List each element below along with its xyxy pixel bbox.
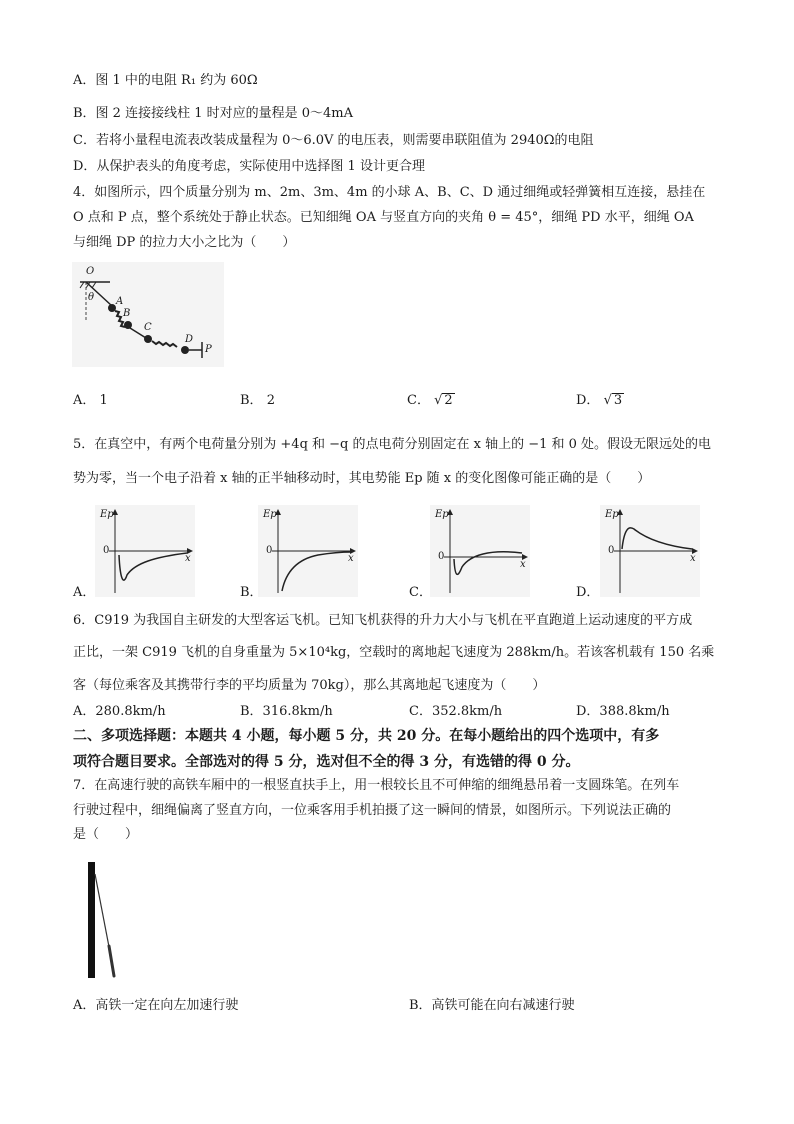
label-theta: θ — [88, 292, 95, 303]
sqrt-radicand: 3 — [613, 393, 623, 408]
axis-label-x: x — [185, 553, 191, 564]
origin-label: 0 — [266, 545, 273, 556]
origin-label: 0 — [103, 545, 110, 556]
axis-label-ep: Ep — [605, 509, 619, 520]
q7-stem-line1: 7．在高速行驶的高铁车厢中的一根竖直扶手上，用一根较长且不可伸缩的细绳悬吊着一支圆珠笔。在列车 — [73, 778, 680, 793]
label-b: B — [123, 308, 131, 319]
q5-option-c: C． — [409, 585, 432, 600]
ball-a — [108, 304, 116, 312]
axis-label-x: x — [690, 553, 696, 564]
q5-stem-line1: 5．在真空中，有两个电荷量分别为 +4q 和 −q 的点电荷分别固定在 x 轴上的 −1 和 0 处。假设无限远处的电 — [73, 437, 712, 452]
ball-c — [144, 335, 152, 343]
label-a: A — [116, 296, 124, 307]
origin-label: 0 — [608, 545, 615, 556]
q4-figure — [72, 262, 224, 367]
q6-option-d: D．388.8km/h — [576, 704, 670, 719]
label-c: C — [144, 322, 152, 333]
string — [95, 874, 110, 952]
q4-option-d: D． √ 3 — [576, 393, 623, 408]
q6-option-c: C．352.8km/h — [409, 704, 503, 719]
axis-label-x: x — [520, 559, 526, 570]
q5-graph-d — [600, 505, 700, 597]
q5-option-b: B． — [240, 585, 263, 600]
label-o: O — [86, 266, 95, 277]
q4-stem-line1: 4．如图所示，四个质量分别为 m、2m、3m、4m 的小球 A、B、C、D 通过细绳或轻弹簧相互连接，悬挂在 — [73, 185, 706, 200]
origin-label: 0 — [438, 551, 445, 562]
label-d: D — [185, 334, 194, 345]
q7-option-a: A．高铁一定在向左加速行驶 — [73, 998, 239, 1013]
q6-stem-line1: 6．C919 为我国自主研发的大型客运飞机。已知飞机获得的升力大小与飞机在平直跑道上运动速度的平方成 — [73, 613, 693, 628]
q3-option-d: D．从保护表头的角度考虑，实际使用中选择图 1 设计更合理 — [73, 159, 425, 174]
q3-option-a: A．图 1 中的电阻 R₁ 约为 60Ω — [73, 73, 258, 88]
q5-stem-line2: 势为零，当一个电子沿着 x 轴的正半轴移动时，其电势能 Ep 随 x 的变化图像可能正确的是（ ） — [73, 471, 651, 486]
q3-option-b: B．图 2 连接接线柱 1 时对应的量程是 0～4mA — [73, 106, 354, 121]
q7-stem-line3: 是（ ） — [73, 827, 139, 842]
q4-stem-line3: 与细绳 DP 的拉力大小之比为（ ） — [73, 235, 296, 250]
q4-stem-line2: O 点和 P 点，整个系统处于静止状态。已知细绳 OA 与竖直方向的夹角 θ = 45°，细绳 PD 水平，细绳 OA — [73, 210, 694, 225]
q6-option-a: A．280.8km/h — [73, 704, 166, 719]
handrail — [88, 862, 95, 978]
q4-option-a: A． 1 — [73, 393, 108, 408]
q5-option-a: A． — [73, 585, 96, 600]
axis-label-ep: Ep — [263, 509, 277, 520]
curve-a — [119, 553, 187, 580]
q6-option-b: B．316.8km/h — [240, 704, 333, 719]
q7-option-b: B．高铁可能在向右减速行驶 — [409, 998, 575, 1013]
q5-graph-c — [430, 505, 530, 597]
ball-d — [181, 346, 189, 354]
sqrt-radicand: 2 — [444, 393, 453, 408]
curve-b — [282, 552, 352, 591]
curve-c — [454, 552, 522, 575]
axis-label-ep: Ep — [100, 509, 114, 520]
q6-stem-line2: 正比，一架 C919 飞机的自身重量为 5×10⁴kg，空载时的离地起飞速度为 288km/h。若该客机载有 150 名乘 — [73, 645, 715, 660]
ceiling-hatch — [80, 282, 84, 288]
section2-heading-line1: 二、多项选择题：本题共 4 小题，每小题 5 分，共 20 分。在每小题给出的四个选项中，有多 — [73, 728, 660, 744]
pen — [109, 946, 114, 976]
q7-photo — [82, 860, 122, 980]
axis-label-ep: Ep — [435, 509, 449, 520]
q4-figure-svg — [72, 262, 224, 367]
q5-graph-a — [95, 505, 195, 597]
label-p: P — [205, 344, 212, 355]
curve-d — [622, 528, 692, 549]
section2-heading-line2: 项符合题目要求。全部选对的得 5 分，选对但不全的得 3 分，有选错的得 0 分。 — [73, 754, 580, 770]
q4-option-b: B． 2 — [240, 393, 275, 408]
q6-stem-line3: 客（每位乘客及其携带行李的平均质量为 70kg），那么其离地起飞速度为（ ） — [73, 678, 546, 693]
axis-label-x: x — [348, 553, 354, 564]
q7-stem-line2: 行驶过程中，细绳偏离了竖直方向，一位乘客用手机拍摄了这一瞬间的情景，如图所示。下列说法正确的 — [73, 803, 672, 818]
q5-graph-b — [258, 505, 358, 597]
q5-option-d: D． — [576, 585, 600, 600]
spring-cd — [152, 341, 177, 347]
q3-option-c: C．若将小量程电流表改装成量程为 0～6.0V 的电压表，则需要串联阻值为 2940Ω的电阻 — [73, 133, 594, 148]
q4-option-c: C． √ 2 — [407, 393, 453, 408]
